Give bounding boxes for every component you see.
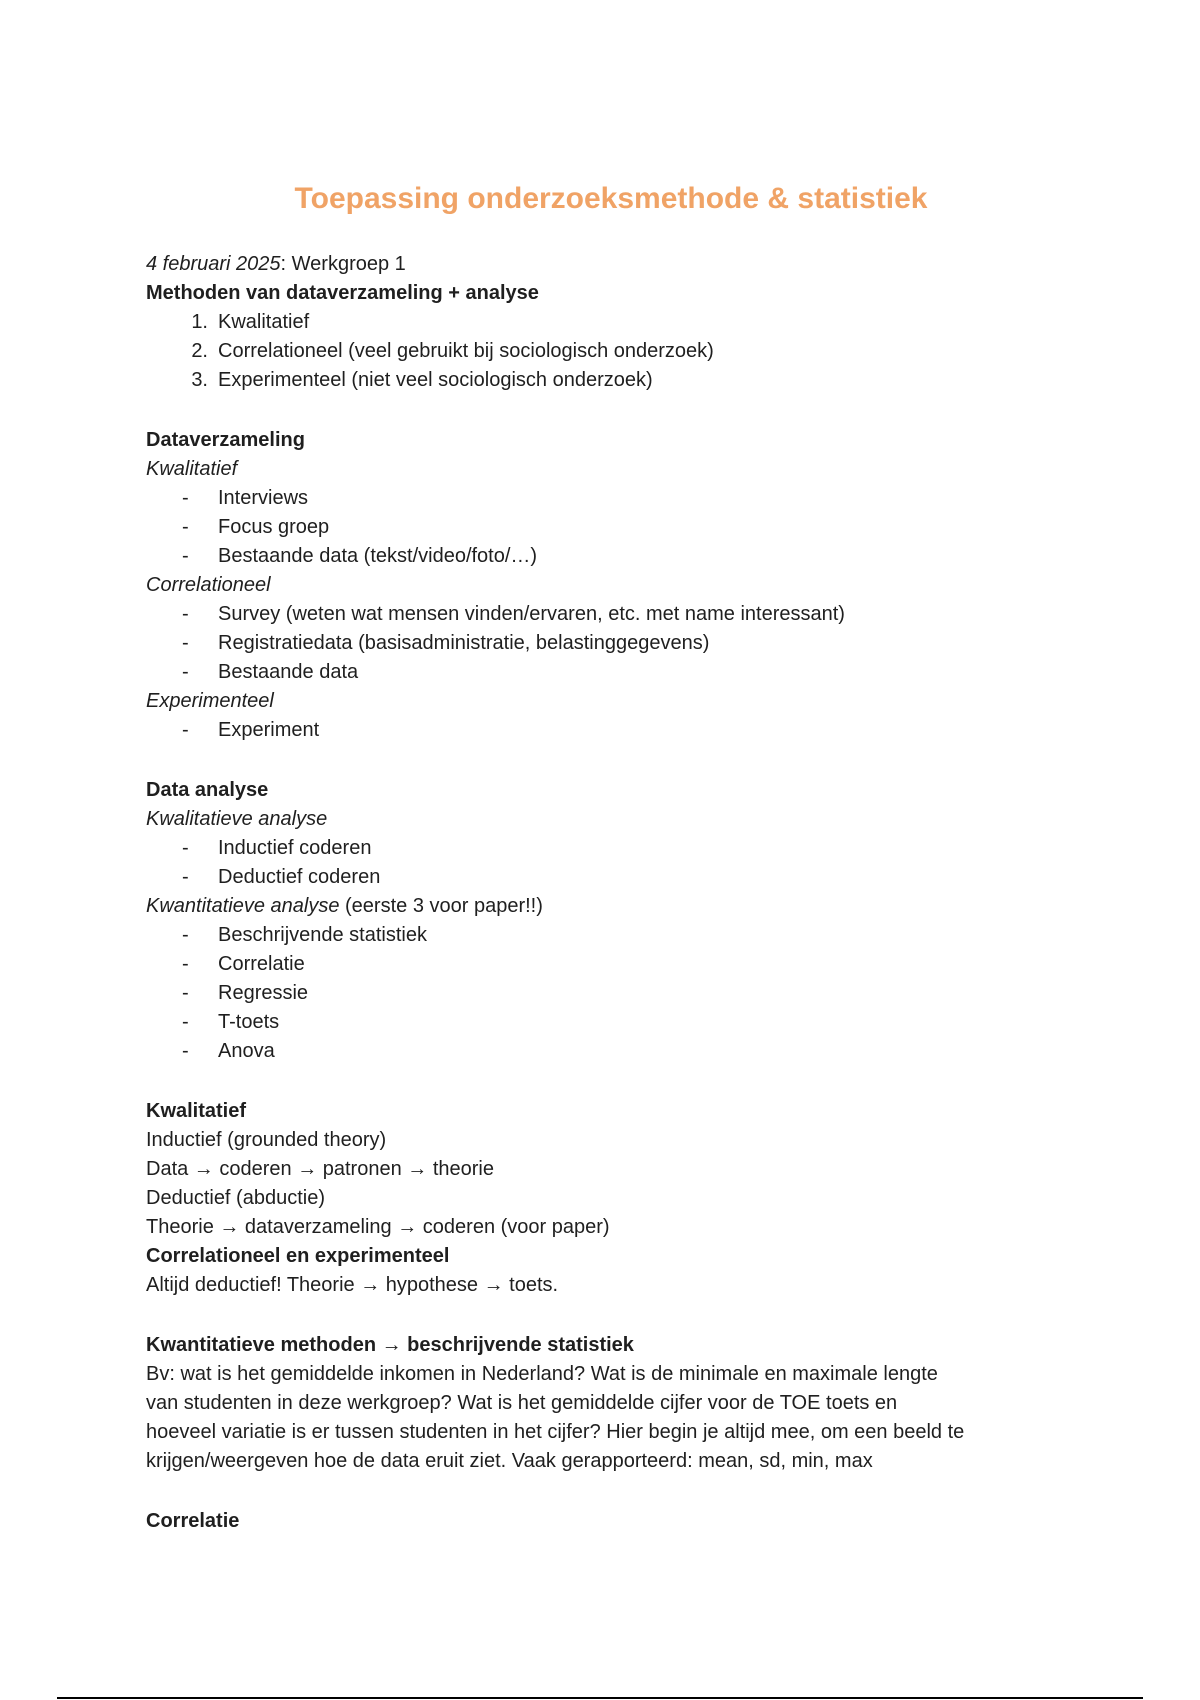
list-item: 2. Correlationeel (veel gebruikt bij sociologisch onderzoek) [191, 340, 714, 362]
date-line [146, 250, 1076, 279]
paragraph-line: Bv: wat is het gemiddelde inkomen in Nederland? Wat is de minimale en maximale lengte [146, 1363, 938, 1385]
subheading-kwantitatieve-analyse: Kwantitatieve analyse (eerste 3 voor paper!!) [146, 895, 543, 917]
document-body [146, 250, 1076, 1536]
list-item: - Bestaande data (tekst/video/foto/…) [182, 545, 538, 567]
kwalitatief-heading: Kwalitatief [146, 1100, 247, 1122]
text-line: Altijd deductief! Theorie → hypothese → toets. [146, 1274, 559, 1296]
subheading-experimenteel: Experimenteel [146, 690, 274, 712]
subheading-kwalitatieve-analyse: Kwalitatieve analyse [146, 808, 328, 830]
dataverzameling-heading: Dataverzameling [146, 429, 305, 451]
list-item: - Anova [182, 1040, 275, 1062]
list-item: - Beschrijvende statistiek [182, 924, 427, 946]
text-line: Deductief (abductie) [146, 1187, 325, 1209]
list-item: 3. Experimenteel (niet veel sociologisch onderzoek) [191, 369, 653, 391]
list-item: - Deductief coderen [182, 866, 381, 888]
list-item: - Interviews [182, 487, 309, 509]
date-rest: : Werkgroep 1 [280, 253, 406, 275]
correlatie-heading: Correlatie [146, 1510, 240, 1532]
list-item: - Bestaande data [182, 661, 359, 683]
list-item: - Survey (weten wat mensen vinden/ervaren, etc. met name interessant) [182, 603, 845, 625]
list-item: - Regressie [182, 982, 309, 1004]
document-title: Toepassing onderzoeksmethode & statistiek [294, 182, 928, 215]
list-item: 1. Kwalitatief [191, 311, 310, 333]
paragraph-line: krijgen/weergeven hoe de data eruit ziet. Vaak gerapporteerd: mean, sd, min, max [146, 1450, 873, 1472]
text-line: Data → coderen → patronen → theorie [146, 1158, 494, 1180]
date-text: 4 februari 2025 [146, 253, 281, 275]
page-bottom-rule [57, 1697, 1143, 1699]
subheading-kwalitatief: Kwalitatief [146, 458, 238, 480]
text-line: Theorie → dataverzameling → coderen (voor paper) [146, 1216, 610, 1238]
subheading-correlationeel: Correlationeel [146, 574, 271, 596]
list-item: - T-toets [182, 1011, 280, 1033]
list-item: - Registratiedata (basisadministratie, belastinggegevens) [182, 632, 710, 654]
methoden-heading: Methoden van dataverzameling + analyse [146, 282, 539, 304]
text-line: Inductief (grounded theory) [146, 1129, 387, 1151]
kwantitatief-heading: Kwantitatieve methoden → beschrijvende statistiek [146, 1334, 634, 1356]
list-item: - Experiment [182, 719, 320, 741]
paragraph-line: hoeveel variatie is er tussen studenten in het cijfer? Hier begin je altijd mee, om een beeld te [146, 1421, 965, 1443]
list-item: - Correlatie [182, 953, 305, 975]
paragraph-line: van studenten in deze werkgroep? Wat is het gemiddelde cijfer voor de TOE toets en [146, 1392, 898, 1414]
list-item: - Inductief coderen [182, 837, 372, 859]
correlationeel-experimenteel-heading: Correlationeel en experimenteel [146, 1245, 450, 1267]
list-item: - Focus groep [182, 516, 330, 538]
data-analyse-heading: Data analyse [146, 779, 269, 801]
